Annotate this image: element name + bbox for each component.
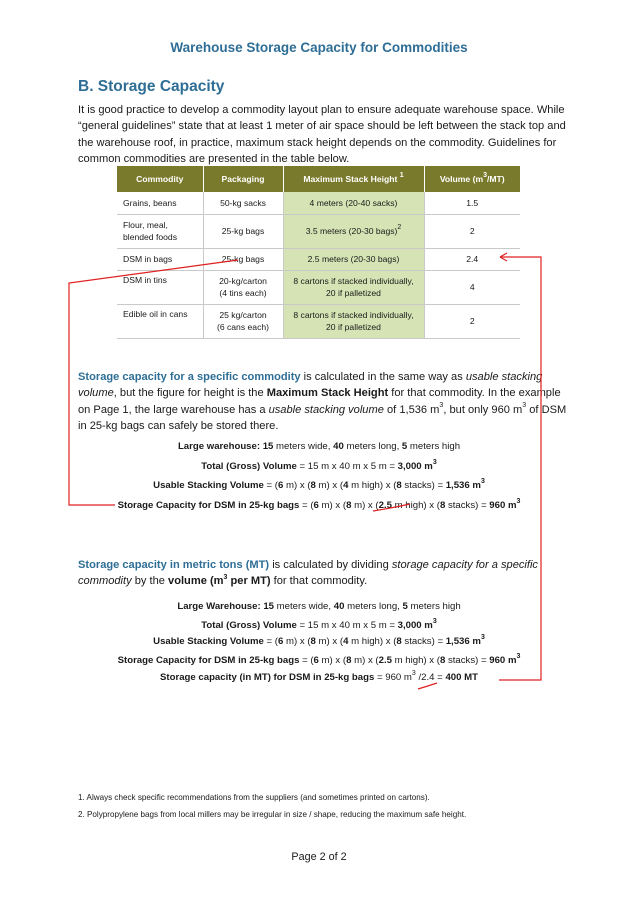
header-commodity: Commodity [117, 166, 203, 192]
header-max-stack-height: Maximum Stack Height $^1$ [283, 166, 424, 192]
cell-commodity: DSM in tins [117, 270, 203, 304]
stack-height-table [117, 166, 520, 339]
cell-packaging: 25 kg/carton (6 cans each) [203, 304, 283, 338]
cell-packaging: 50-kg sacks [203, 192, 283, 214]
calc2-storage-capacity: Storage Capacity for DSM in 25-kg bags = (6 m) x (8 m) x (2.5 m high) x (8 stacks) = 960 $m^3$ [117, 652, 521, 666]
calc-storage-capacity: Storage Capacity for DSM in 25-kg bags = (6 m) x (8 m) x (2.5 m high) x (8 stacks) = 960 $m^3$ [117, 497, 521, 511]
table-row [117, 192, 520, 214]
calc2-gross-volume: Total (Gross) Volume = 15 m x 40 m x 5 m = 3,000 $m^3$ [201, 617, 437, 631]
storage-capacity-paragraph: Storage capacity for a specific commodity is calculated in the same way as usable stacking volume, but the figure for height is the Maximum Stack Height for that commodity. In the example on Page 1, the large warehouse has a usable stacking volume of 1,536 $m^3$, but only 960 $m^3$ of DSM in 25-kg bags can safely be stored there. [78, 371, 567, 433]
cell-commodity: DSM in bags [117, 248, 203, 270]
cell-volume: 1.5 [424, 192, 520, 214]
calc2-usable-volume: Usable Stacking Volume = (6 m) x (8 m) x (4 m high) x (8 stacks) = 1,536 $m^3$ [153, 633, 485, 647]
calc-gross-volume: Total (Gross) Volume = 15 m x 40 m x 5 m = 3,000 $m^3$ [201, 458, 437, 472]
cell-commodity: Flour, meal, blended foods [117, 214, 203, 248]
table-header-row [117, 166, 520, 192]
document-title: Warehouse Storage Capacity for Commodities [170, 40, 468, 55]
cell-volume: 2 [424, 304, 520, 338]
cell-volume: 2.4 [424, 248, 520, 270]
table-row [117, 248, 520, 270]
header-packaging: Packaging [203, 166, 283, 192]
cell-height: 2.5 meters (20-30 bags) [283, 248, 424, 270]
cell-volume: 2 [424, 214, 520, 248]
cell-height: 8 cartons if stacked individually, 20 if palletized [283, 304, 424, 338]
footnote-1: 1. Always check specific recommendations from the suppliers (and sometimes printed on cartons). [78, 793, 430, 802]
table-row [117, 304, 520, 338]
intro-paragraph: It is good practice to develop a commodity layout plan to ensure adequate warehouse space. While “general guidelines” state that at least 1 meter of air space should be left between the stack top and the warehouse roof, in practice, maximum stack height depends on the commodity. Guidelines for common commodities are presented in the table below. [78, 104, 566, 166]
calc2-storage-capacity-mt: Storage capacity (in MT) for DSM in 25-kg bags = 960 $m^3$ /2.4 = 400 MT [160, 669, 478, 683]
page-number: Page 2 of 2 [291, 851, 347, 863]
table-row [117, 270, 520, 304]
header-volume: Volume $(m^3/MT)$ [424, 166, 520, 192]
cell-packaging: 20-kg/carton (4 tins each) [203, 270, 283, 304]
calc-warehouse-dimensions: Large warehouse: 15 meters wide, 40 meters long, 5 meters high [177, 441, 461, 452]
cell-packaging: 25-kg bags [203, 214, 283, 248]
calc-usable-volume: Usable Stacking Volume = (6 m) x (8 m) x (4 m high) x (8 stacks) = 1,536 $m^3$ [153, 477, 485, 491]
calc2-warehouse-dimensions: Large Warehouse: 15 meters wide, 40 meters long, 5 meters high [177, 601, 461, 612]
cell-commodity: Grains, beans [117, 192, 203, 214]
metric-tons-paragraph: Storage capacity in metric tons (MT) is calculated by dividing storage capacity for a specific commodity by the volume ($m^3$ per MT) for that commodity. [78, 559, 538, 588]
annotation-underline-divisor [418, 683, 437, 689]
cell-height: 3.5 meters (20-30 bags)$^2$ [283, 214, 424, 248]
cell-packaging: 25-kg bags [203, 248, 283, 270]
cell-commodity: Edible oil in cans [117, 304, 203, 338]
cell-height: 8 cartons if stacked individually, 20 if palletized [283, 270, 424, 304]
cell-height: 4 meters (20-40 sacks) [283, 192, 424, 214]
section-heading: B. Storage Capacity [78, 78, 225, 95]
cell-volume: 4 [424, 270, 520, 304]
footnote-2: 2. Polypropylene bags from local millers may be irregular in size / shape, reducing the maximum safe height. [78, 810, 467, 819]
table-row [117, 214, 520, 248]
